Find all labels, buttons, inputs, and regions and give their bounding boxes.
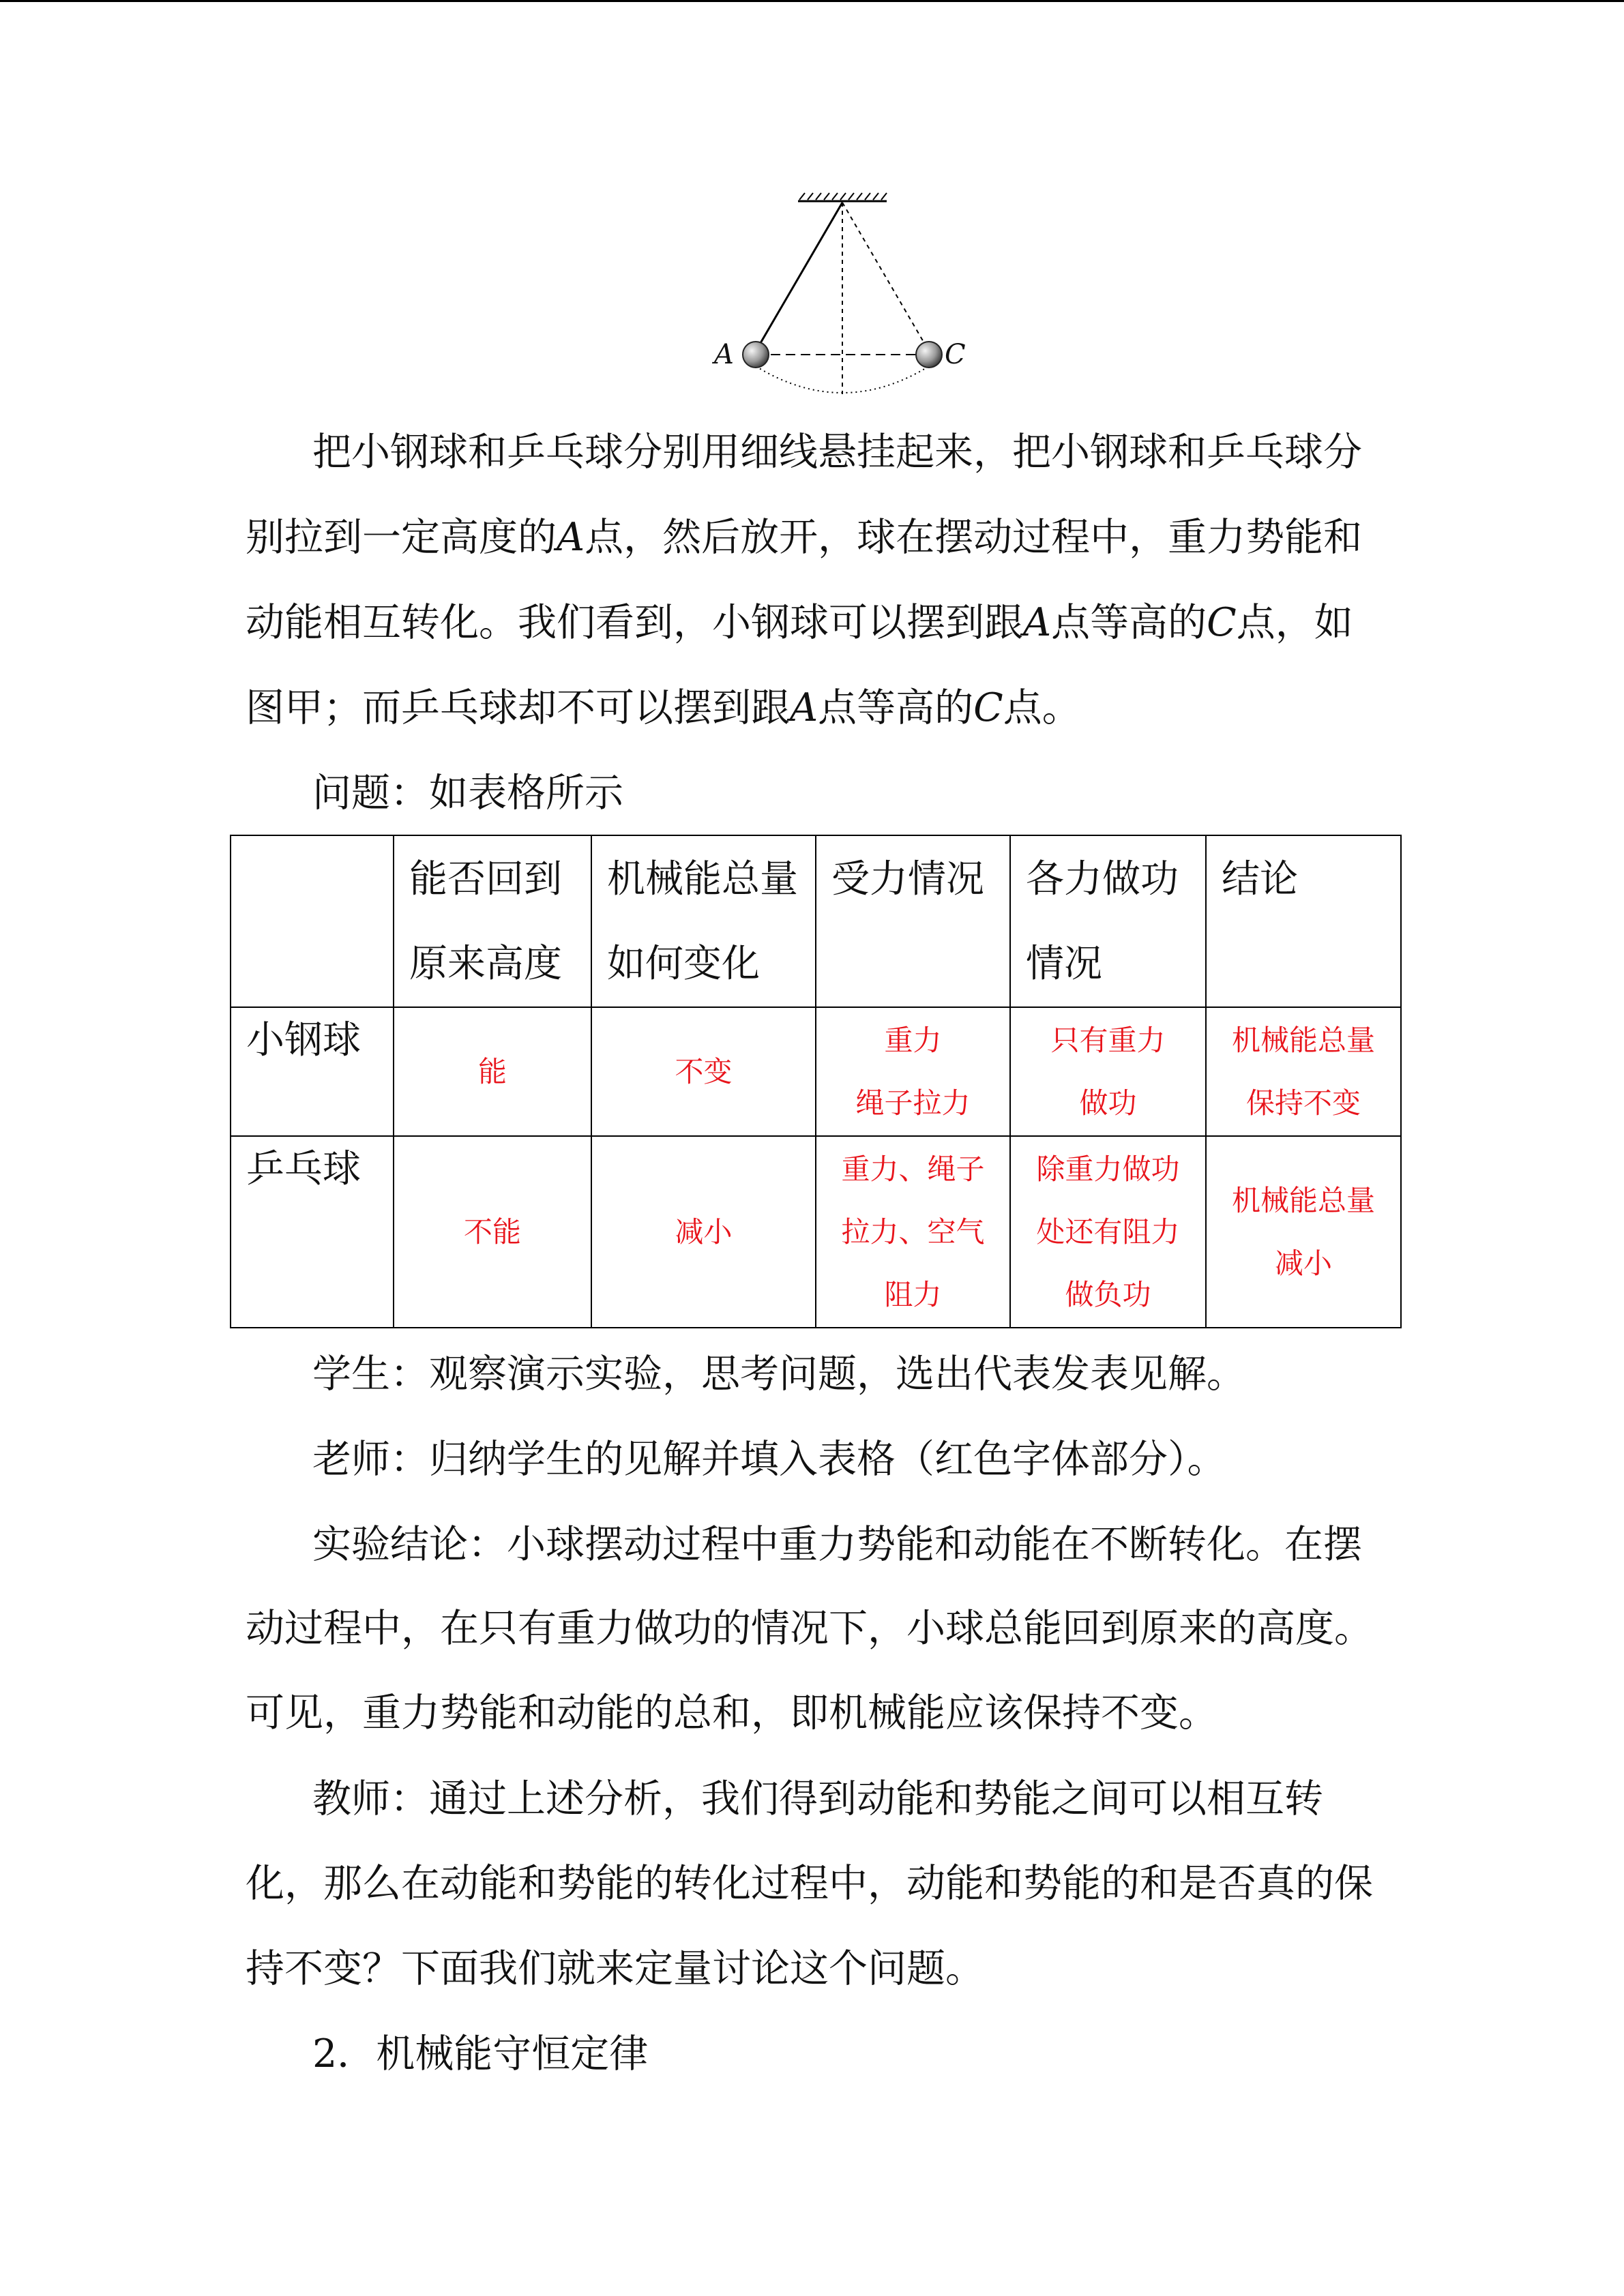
conclusion-line: 实验结论：小球摆动过程中重力势能和动能在不断转化。在摆 — [312, 1522, 1362, 1567]
teacher-line: 教师：通过上述分析，我们得到动能和势能之间可以相互转 — [312, 1776, 1323, 1821]
table-cell: 不变 — [591, 1007, 816, 1136]
paragraph-line: 把小钢球和乒乓球分别用细线悬挂起来，把小钢球和乒乓球分 — [312, 430, 1362, 475]
conclusion-line: 动过程中，在只有重力做功的情况下，小球总能回到原来的高度。 — [246, 1606, 1373, 1651]
table-cell: 机械能总量 保持不变 — [1206, 1007, 1401, 1136]
header-cell: 能否回到 原来高度 — [394, 835, 591, 1007]
table-cell: 只有重力 做功 — [1010, 1007, 1206, 1136]
paragraph-line: 动能相互转化。我们看到，小钢球可以摆到跟A点等高的C点，如 — [246, 600, 1353, 645]
ball-a — [743, 342, 769, 368]
header-cell: 结论 — [1206, 835, 1401, 1007]
student-line: 学生：观察演示实验，思考问题，选出代表发表见解。 — [312, 1352, 1245, 1397]
paragraph-line: 图甲；而乒乓球却不可以摆到跟A点等高的C点。 — [246, 685, 1081, 730]
ball-c — [916, 342, 942, 368]
dashed-string-c — [842, 203, 929, 351]
header-cell: 受力情况 — [816, 835, 1010, 1007]
teacher-line: 持不变？下面我们就来定量讨论这个问题。 — [246, 1946, 984, 1991]
pendulum-diagram — [703, 188, 989, 406]
table-cell: 重力、绳子 拉力、空气 阻力 — [816, 1136, 1010, 1328]
table-cell: 重力 绳子拉力 — [816, 1007, 1010, 1136]
row-header-cell: 小钢球 — [231, 1007, 394, 1136]
question-line: 问题：如表格所示 — [312, 771, 623, 816]
teacher-line: 老师：归纳学生的见解并填入表格（红色字体部分）。 — [312, 1437, 1226, 1482]
teacher-line: 化，那么在动能和势能的转化过程中，动能和势能的和是否真的保 — [246, 1861, 1373, 1906]
ceiling-hatch — [799, 193, 887, 200]
pendulum-figure — [703, 188, 989, 406]
header-cell: 各力做功 情况 — [1010, 835, 1206, 1007]
header-cell: 机械能总量 如何变化 — [591, 835, 816, 1007]
string — [756, 203, 842, 351]
table-row — [231, 1007, 1401, 1136]
comparison-table — [230, 835, 1402, 1328]
table-row — [231, 1136, 1401, 1328]
row-header-cell: 乒乓球 — [231, 1136, 394, 1328]
label-a: A — [714, 339, 734, 370]
conclusion-line: 可见，重力势能和动能的总和，即机械能应该保持不变。 — [246, 1690, 1217, 1735]
paragraph-line: 别拉到一定高度的A点，然后放开，球在摆动过程中，重力势能和 — [246, 515, 1363, 560]
section-heading: 2．机械能守恒定律 — [312, 2031, 649, 2076]
table-cell: 能 — [394, 1007, 591, 1136]
table-corner-cell — [231, 835, 394, 1007]
table-cell: 机械能总量 减小 — [1206, 1136, 1401, 1328]
table-cell: 除重力做功 处还有阻力 做负功 — [1010, 1136, 1206, 1328]
label-c: C — [945, 339, 966, 370]
table-header-row — [231, 835, 1401, 1007]
table-cell: 减小 — [591, 1136, 816, 1328]
table-cell: 不能 — [394, 1136, 591, 1328]
page-top-border — [0, 0, 1624, 2]
